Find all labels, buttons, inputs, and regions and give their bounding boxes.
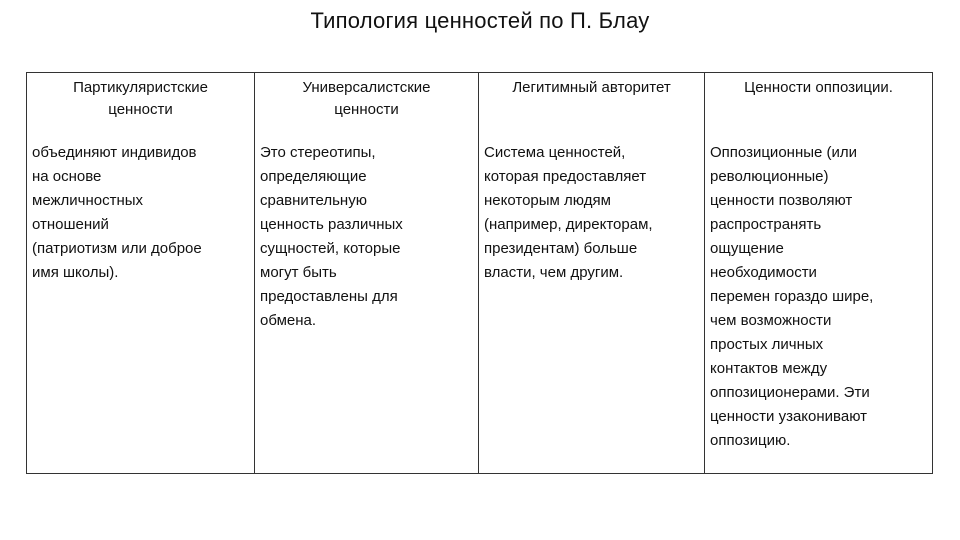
header-line: ценности [108, 101, 173, 118]
body-cell-particularistic [27, 133, 255, 474]
header-line: ценности [334, 101, 399, 118]
cell-text-line: (патриотизм или доброе [32, 240, 202, 257]
header-cell-universalistic [255, 73, 479, 134]
cell-text-line: сущностей, которые [260, 240, 401, 257]
cell-text-line: простых личных [710, 336, 824, 353]
cell-text-line: распространять [710, 216, 822, 233]
cell-text-line: сравнительную [260, 192, 367, 209]
cell-text-line: оппозиционерами. Эти [710, 384, 870, 401]
cell-text-line: имя школы). [32, 264, 119, 281]
cell-text-line: ценности позволяют [710, 192, 853, 209]
cell-text-line: (например, директорам, [484, 216, 653, 233]
body-cell-legitimate-authority [479, 133, 705, 474]
cell-text-line: межличностных [32, 192, 144, 209]
body-cell-opposition-values [705, 133, 933, 474]
header-line: Ценности оппозиции. [744, 79, 893, 96]
cell-text-line: революционные) [710, 168, 829, 185]
header-line: Легитимный авторитет [512, 79, 671, 96]
typology-table [26, 72, 933, 474]
body-cell-universalistic [255, 133, 479, 474]
header-line: Универсалистские [302, 79, 431, 96]
cell-text-line: Оппозиционные (или [710, 144, 858, 161]
cell-text-line: президентам) больше [484, 240, 638, 257]
cell-text-line: которая предоставляет [484, 168, 647, 185]
cell-text-line: оппозицию. [710, 432, 791, 449]
cell-text-line: обмена. [260, 312, 317, 329]
cell-text-line: некоторым людям [484, 192, 611, 209]
table-header-row [27, 73, 933, 134]
table-body-row [27, 133, 933, 474]
cell-text-line: ощущение [710, 240, 784, 257]
cell-text-line: власти, чем другим. [484, 264, 624, 281]
cell-text-line: определяющие [260, 168, 367, 185]
cell-text-line: объединяют индивидов [32, 144, 197, 161]
header-cell-particularistic [27, 73, 255, 134]
cell-text-line: отношений [32, 216, 109, 233]
cell-text-line: перемен гораздо шире, [710, 288, 874, 305]
page-title: Типология ценностей по П. Блау [310, 8, 650, 33]
header-cell-legitimate-authority [479, 73, 705, 134]
cell-text-line: ценность различных [260, 216, 403, 233]
cell-text-line: Система ценностей, [484, 144, 626, 161]
cell-text-line: чем возможности [710, 312, 832, 329]
header-line: Партикуляристские [73, 79, 208, 96]
cell-text-line: контактов между [710, 360, 828, 377]
cell-text-line: ценности узаконивают [710, 408, 867, 425]
cell-text-line: необходимости [710, 264, 817, 281]
cell-text-line: Это стереотипы, [260, 144, 376, 161]
cell-text-line: могут быть [260, 264, 337, 281]
cell-text-line: на основе [32, 168, 102, 185]
header-cell-opposition-values [705, 73, 933, 134]
cell-text-line: предоставлены для [260, 288, 398, 305]
